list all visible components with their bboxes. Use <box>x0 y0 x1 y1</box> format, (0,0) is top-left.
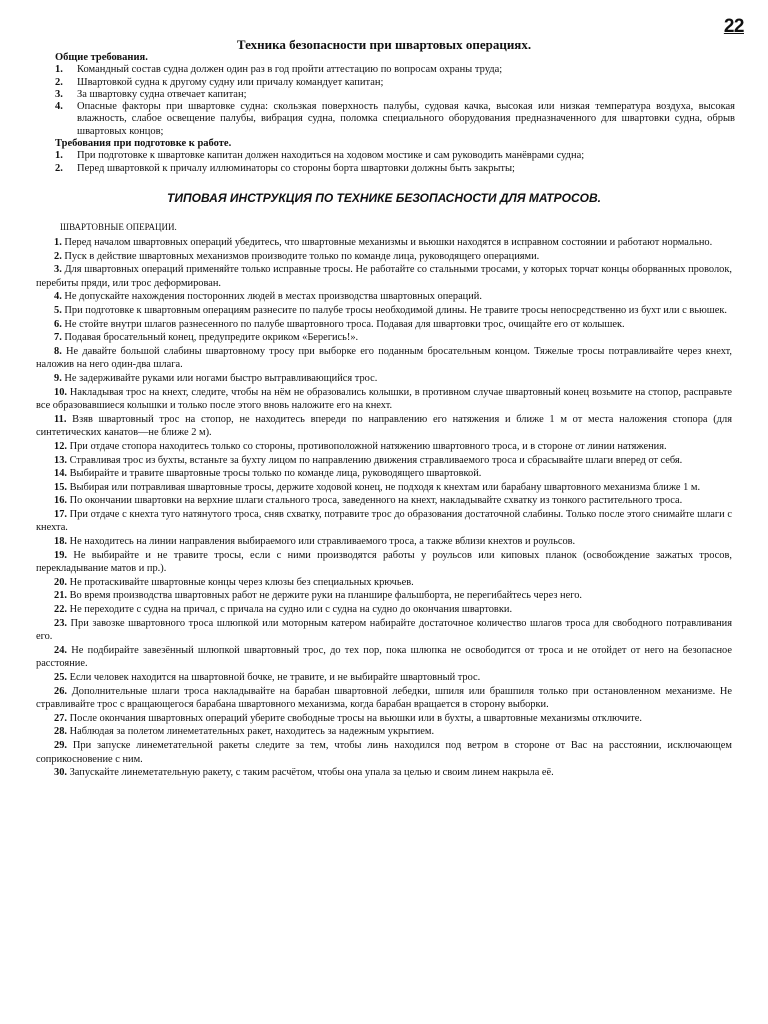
operation-number: 1. <box>54 237 62 248</box>
operation-number: 4. <box>54 291 62 303</box>
operation-number: 14. <box>54 468 67 480</box>
operation-number: 29. <box>54 739 67 751</box>
operation-item <box>36 481 732 495</box>
operation-text: При отдаче стопора находитесь только со стороны, противоположной натяжению швартовного троса, и в стороне от линии натяжения. <box>67 440 667 452</box>
operation-item <box>36 671 732 685</box>
operation-text: Если человек находится на швартовной бочке, не травите, и не выбирайте швартовный трос. <box>67 672 481 683</box>
operation-item <box>36 739 732 766</box>
operation-number: 11. <box>54 413 67 425</box>
operation-text: При подготовке к швартовным операциям разнесите по палубе тросы необходимой длины. Не травите тросы непосредственно из бухт или с вьюшек. <box>61 304 728 316</box>
operation-item <box>36 589 732 603</box>
operation-item <box>36 454 732 468</box>
general-requirements-list <box>55 64 735 138</box>
instruction-title: ТИПОВАЯ ИНСТРУКЦИЯ ПО ТЕХНИКЕ БЕЗОПАСНОСТИ ДЛЯ МАТРОСОВ. <box>167 191 601 205</box>
operation-item <box>36 372 732 386</box>
operation-text: Не задерживайте руками или ногами быстро вытравливающийся трос. <box>61 372 378 384</box>
operation-number: 10. <box>54 386 67 398</box>
operation-item <box>36 617 732 644</box>
item-number: 1. <box>55 150 63 162</box>
operation-item <box>36 712 732 726</box>
operation-number: 3. <box>54 264 62 276</box>
operation-number: 12. <box>54 440 67 452</box>
operation-item <box>36 250 732 264</box>
page-number: 22 <box>723 16 744 37</box>
operation-number: 19. <box>54 549 67 561</box>
general-requirement-item <box>55 89 735 101</box>
preparation-requirements-list <box>55 150 735 175</box>
item-text: При подготовке к швартовке капитан должен находиться на ходовом мостике и сам руководить манёврами судна; <box>77 150 585 162</box>
operation-text: Пуск в действие швартовных механизмов производите только по команде лица, руководящего операциями. <box>61 250 540 262</box>
operation-item <box>36 685 732 712</box>
operation-text: При отдаче с кнехта туго натянутого троса, сняв схватку, потравите трос до образования достаточной слабины. Только после этого снимайте шлаги с кнехта. <box>36 508 732 534</box>
operation-item <box>36 413 732 440</box>
item-text: За швартовку судна отвечает капитан; <box>77 88 247 100</box>
general-requirements-heading: Общие требования. <box>55 52 148 63</box>
operation-number: 25. <box>54 672 67 683</box>
operation-text: По окончании швартовки на верхние шлаги стального троса, заведенного на кнехт, накладывайте схватку из тонкого растительного троса. <box>67 495 683 507</box>
operation-text: Не давайте большой слабины швартовному тросу при выборке его поданным бросательным концом. Тяжелые тросы потравливайте через кнехт, наложив на него один-два шлага. <box>36 345 732 371</box>
operation-text: При запуске линеметательной ракеты следите за тем, чтобы линь находился под ветром в стороне от Вас на расстоянии, исключающем соприкосновение с ним. <box>36 739 732 765</box>
operation-number: 13. <box>54 454 67 466</box>
operation-text: Не допускайте нахождения посторонних людей в местах производства швартовных операций. <box>61 291 482 303</box>
operation-text: Не выбирайте и не травите тросы, если с ними производятся работы у роульсов или киповых планок (освобождение зажатых тросов, перекладывание матов и пр.). <box>36 549 732 575</box>
operation-number: 21. <box>54 590 67 602</box>
operation-number: 30. <box>54 767 67 779</box>
operation-number: 6. <box>54 318 62 330</box>
operation-number: 28. <box>54 726 67 738</box>
operation-number: 17. <box>54 508 67 520</box>
operation-item <box>36 508 732 535</box>
operation-item <box>36 290 732 304</box>
operation-number: 18. <box>54 536 67 548</box>
operation-number: 16. <box>54 495 67 507</box>
operation-item <box>36 644 732 671</box>
operation-item <box>36 535 732 549</box>
item-text: Опасные факторы при швартовке судна: скользкая поверхность палубы, судовая качка, высокая или низкая температура воздуха, высокая влажность, слабое освещение палубы, вибрация судна, поломка специального оборудования предназначенного для швартовки судна, обрыв швартовых концов; <box>77 101 735 137</box>
item-number: 3. <box>55 88 63 100</box>
operation-number: 26. <box>54 685 67 697</box>
operation-text: Не протаскивайте швартовные концы через клюзы без специальных крючьев. <box>67 576 414 588</box>
operation-text: Не стойте внутри шлагов разнесенного по палубе швартовного троса. Подавая для швартовки трос, очищайте его от колышек. <box>61 318 625 330</box>
operation-number: 7. <box>54 332 62 344</box>
operation-text: Запускайте линеметательную ракету, с таким расчётом, чтобы она упала за целью и своим линем накрыла её. <box>67 767 554 779</box>
operation-item <box>36 386 732 413</box>
item-text: Швартовкой судна к другому судну или причалу командует капитан; <box>77 76 384 88</box>
operation-number: 15. <box>54 481 67 493</box>
requirements-section <box>55 52 735 175</box>
operation-item <box>36 494 732 508</box>
operation-text: Выбирая или потравливая швартовные тросы, держите ходовой конец, не подходя к кнехтам или барабану швартовного механизма ближе 1 м. <box>67 481 701 493</box>
operation-number: 9. <box>54 372 62 384</box>
operation-number: 27. <box>54 712 67 724</box>
operation-text: Взяв швартовный трос на стопор, не находитесь впереди по направлению его натяжения и ближе 1 м от места наложения стопора (для синтетических канатов—не ближе 2 м). <box>36 413 732 439</box>
operation-number: 5. <box>54 304 62 316</box>
preparation-requirements-heading: Требования при подготовке к работе. <box>55 138 232 150</box>
operation-text: Перед началом швартовных операций убедитесь, что швартовные механизмы и вьюшки находятся в исправном состоянии и работают нормально. <box>61 237 713 248</box>
item-text: Командный состав судна должен один раз в год пройти аттестацию по вопросам охраны труда; <box>77 64 503 76</box>
operation-item <box>36 304 732 318</box>
page-title: Техника безопасности при швартовых операциях. <box>236 37 532 52</box>
operation-text: Для швартовных операций применяйте только исправные тросы. Не работайте со стальными тросами, у которых торчат концы оборванных проволок, перебиты пряди, или трос деформирован. <box>36 264 732 289</box>
item-number: 4. <box>55 101 63 113</box>
operation-text: Подавая бросательный конец, предупредите окриком «Берегись!». <box>61 332 359 344</box>
operation-text: Не находитесь на линии направления выбираемого или стравливаемого троса, а также вблизи кнехтов и роульсов. <box>67 536 576 548</box>
item-number: 2. <box>55 76 63 88</box>
operation-item <box>36 603 732 617</box>
operation-text: Наблюдая за полетом линеметательных ракет, находитесь за надежным укрытием. <box>67 726 435 738</box>
operation-number: 20. <box>54 576 67 588</box>
preparation-requirement-item <box>55 163 735 175</box>
operation-number: 2. <box>54 250 62 262</box>
operation-item <box>36 440 732 454</box>
operation-text: Дополнительные шлаги троса накладывайте на барабан швартовной лебедки, шпиля или брашпиля только при остановленном механизме. Не стравливайте трос с вращающегося барабана швартовного механизма, когда барабан вращается в сторону выборки. <box>36 685 732 711</box>
operation-item <box>36 725 732 739</box>
general-requirement-item <box>55 77 735 89</box>
item-number: 1. <box>55 64 63 76</box>
operations-heading: ШВАРТОВНЫЕ ОПЕРАЦИИ. <box>60 222 177 232</box>
operation-text: Выбирайте и травите швартовные тросы только по команде лица, руководящего швартовкой. <box>67 468 482 480</box>
operation-item <box>36 236 732 250</box>
operation-text: Накладывая трос на кнехт, следите, чтобы на нём не образовались колышки, в противном случае швартовный конец возьмите на стопор, расправьте все образовавшиеся колышки и только после этого вновь наложите его на кнехт. <box>36 386 732 412</box>
operation-number: 22. <box>54 604 67 616</box>
operation-text: Во время производства швартовных работ не держите руки на планшире фальшборта, не перегибайтесь через него. <box>67 590 582 602</box>
operation-item <box>36 576 732 590</box>
item-number: 2. <box>55 162 63 174</box>
operations-list <box>36 236 732 780</box>
general-requirement-item <box>55 101 735 138</box>
operation-text: Не подбирайте завезённый шлюпкой швартовный трос, до тех пор, пока шлюпка не освободится от троса и не отойдет от него на безопасное расстояние. <box>36 644 732 670</box>
operation-text: Стравливая трос из бухты, встаньте за бухту лицом по направлению движения стравливаемого троса и сбрасывайте шлаги вперед от себя. <box>67 454 683 466</box>
operation-item <box>36 766 732 780</box>
operation-item <box>36 318 732 332</box>
operation-item <box>36 549 732 576</box>
operation-text: После окончания швартовных операций уберите свободные тросы на вьюшки или в бухты, а швартовные механизмы отключите. <box>67 712 642 724</box>
operation-text: Не переходите с судна на причал, с причала на судно или с судна на судно до окончания швартовки. <box>67 604 513 616</box>
item-text: Перед швартовкой к причалу иллюминаторы со стороны борта швартовки должны быть закрыты; <box>77 162 515 174</box>
operation-item <box>36 345 732 372</box>
general-requirement-item <box>55 64 735 76</box>
operation-number: 24. <box>54 644 67 656</box>
operation-text: При завозке швартовного троса шлюпкой или моторным катером набирайте достаточное количество шлагов троса для свободного потравливания его. <box>36 617 732 643</box>
operation-item <box>36 263 732 290</box>
operation-number: 23. <box>54 617 67 629</box>
preparation-requirement-item <box>55 150 735 162</box>
operation-number: 8. <box>54 345 62 357</box>
operation-item <box>36 467 732 481</box>
operation-item <box>36 331 732 345</box>
